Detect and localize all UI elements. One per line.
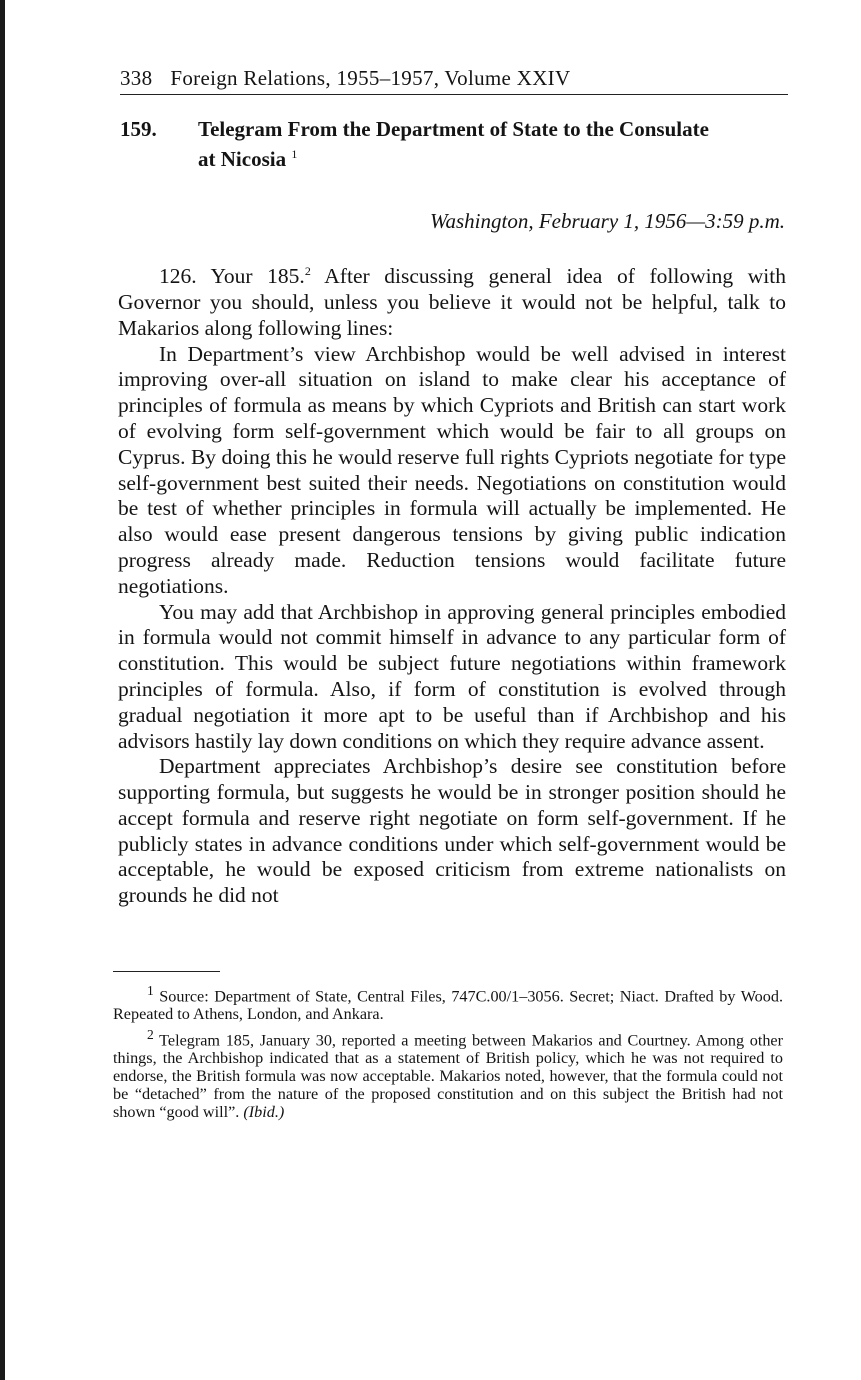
paragraph-3: You may add that Archbishop in approving general principles embodied in formula would not commit himself in advance to any particular form of constitution. This would be subject future negotiations within framework principles of formula. Also, if form of constitution is evolved through gradual negotiation it more apt to be useful than if Archbishop and his advisors hastily lay down conditions on which they require advance assent. <box>118 599 786 753</box>
dateline: Washington, February 1, 1956—3:59 p.m. <box>429 209 785 233</box>
footnote-rule <box>113 971 220 972</box>
running-title: Foreign Relations, 1955–1957, Volume XXIV <box>170 66 571 90</box>
document-number: 159. <box>120 117 157 141</box>
paragraph-2: In Department’s view Archbishop would be well advised in interest improving over-all situation on island to make clear his acceptance of principles of formula as means by which Cypriots and British can start work of evolving form self-government which would be fair to all groups on Cyprus. By doing this he would reserve full rights Cypriots negotiate for type self-government best suited their needs. Negotiations on constitution would be test of whether principles in formula will actually be implemented. He also would ease present dangerous tensions by giving public indication progress already made. Reduction tensions would facilitate future negotiations. <box>118 341 786 598</box>
footnotes <box>113 982 783 1123</box>
paragraph-4: Department appreciates Archbishop’s desire see constitution before supporting formula, but suggests he would be in stronger position should he accept formula and reserve right negotiate on form self-government. If he publicly states in advance conditions under which self-government would be acceptable, he would be exposed criticism from extreme nationalists on grounds he did not <box>118 754 786 908</box>
paragraph-1-opening: 126. Your 185. <box>159 264 305 289</box>
paragraph-1 <box>118 259 786 342</box>
scan-edge <box>0 0 5 1380</box>
footnote-ref-1: 1 <box>291 147 298 161</box>
telegram-body <box>118 259 786 909</box>
page-number: 338 <box>120 66 153 90</box>
document-title-block <box>198 117 718 172</box>
footnote-2-marker: 2 <box>147 1026 154 1042</box>
footnote-2-citation: (Ibid.) <box>243 1102 285 1121</box>
paragraph-1-text: After discussing general idea of following with Governor you should, unless you believe it would not be helpful, talk to Makarios along following lines: <box>118 264 786 340</box>
running-header <box>120 66 788 91</box>
footnote-ref-2: 2 <box>304 264 311 278</box>
footnote-2 <box>113 1026 783 1121</box>
footnote-1 <box>113 982 783 1024</box>
footnote-1-marker: 1 <box>147 983 154 998</box>
footnote-2-text: Telegram 185, January 30, reported a meeting between Makarios and Courtney. Among other things, the Archbishop indicated that as a statement of British policy, which he was not required to endorse, the British formula was now acceptable. Makarios noted, however, that the formula could not be “detached” from the nature of the proposed constitution and on this subject the British had not shown “good will”. <box>113 1031 783 1121</box>
document-title: Telegram From the Department of State to the Consulate at Nicosia <box>198 117 709 171</box>
footnote-1-text: Source: Department of State, Central Files, 747C.00/1–3056. Secret; Niact. Drafted by Wood. Repeated to Athens, London, and Ankara. <box>113 987 784 1024</box>
header-rule <box>120 94 788 95</box>
